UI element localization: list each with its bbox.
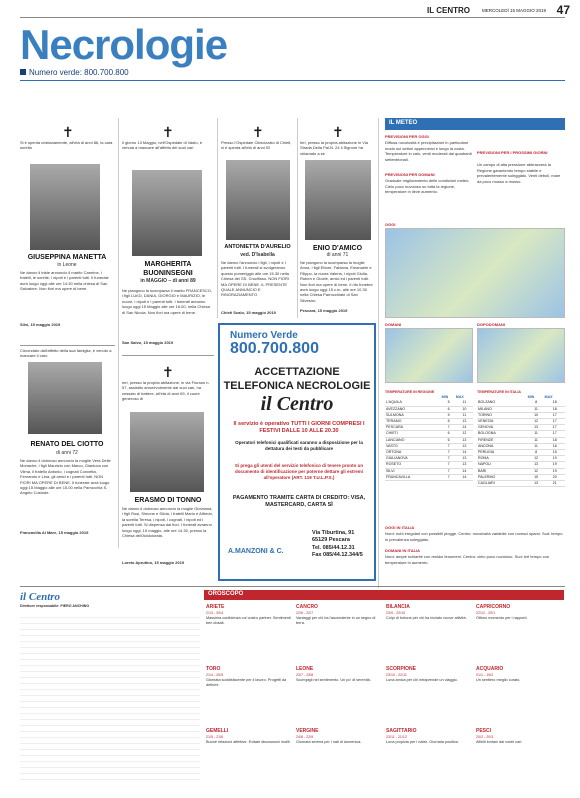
table-cell: 15 bbox=[528, 474, 545, 480]
map-dopodomani-label: DOPODOMANI bbox=[477, 322, 505, 327]
photo-antonietta-daurelio bbox=[226, 160, 290, 240]
map-domani-label: DOMANI bbox=[385, 322, 402, 327]
table-cell: ORTONA bbox=[385, 450, 442, 456]
table-cell: 6 bbox=[442, 419, 456, 425]
sign-text: Luna propizia per i nativi. Giornata positiva. bbox=[386, 739, 459, 744]
table-cell: 17 bbox=[545, 431, 566, 437]
col-max: MAX bbox=[455, 395, 464, 400]
cross-icon: ✝ bbox=[62, 124, 74, 140]
page-number: 47 bbox=[556, 3, 570, 17]
ad-service-hours: Il servizio è operativo TUTTI I GIORNI COMPRESI I FESTIVI DALLE 10 ALLE 20.30 bbox=[233, 421, 365, 435]
sign-name: VERGINE bbox=[296, 728, 319, 734]
oggi-italia-label: OGGI IN ITALIA bbox=[385, 525, 415, 530]
sign-text: Un sentiero meglio curato. bbox=[476, 677, 521, 682]
horoscope-sign bbox=[476, 666, 562, 683]
sign-date: 23/10 - 22/11 bbox=[386, 672, 407, 677]
table-cell: 6 bbox=[442, 437, 456, 443]
photo-giuseppina-manetta bbox=[30, 164, 100, 250]
ad-address bbox=[312, 530, 363, 560]
table-cell: 18 bbox=[545, 437, 566, 443]
sign-text: Buone relazioni affettive. Evitate discussioni inutili. bbox=[206, 739, 291, 744]
table-cell: 19 bbox=[545, 468, 566, 474]
sign-name: CAPRICORNO bbox=[476, 604, 511, 610]
table-cell: 13 bbox=[456, 456, 473, 462]
cross-icon: ✝ bbox=[252, 124, 264, 140]
horoscope-sign bbox=[386, 604, 472, 621]
table-cell: 18 bbox=[545, 400, 566, 406]
notice-sub: in MAGGIO – di anni 89 bbox=[140, 278, 196, 284]
temperature-italia-table bbox=[477, 390, 565, 487]
table-cell: SULMONA bbox=[385, 412, 442, 418]
sign-date: 20/2 - 20/3 bbox=[476, 734, 494, 739]
table-cell: 13 bbox=[456, 419, 473, 425]
table-cell: 14 bbox=[456, 450, 473, 456]
notice-body: Ne piangono la scomparsa la moglie Anna, i figli Ettore, Fabiana, Emanuele e Filippo, la nuora Valeria, i nipoti Giulia, Ruben e Gioele, amici ed i parenti tutti. Non fiori ma opere di bene. Il rito funebre avrà luogo oggi 15 c.m. alle ore 10.30 nella Chiesa Parrocchiale di San Silvestro. bbox=[300, 260, 373, 303]
table-cell: 20 bbox=[545, 474, 566, 480]
map-oggi-label: OGGI bbox=[385, 222, 396, 227]
cross-icon: ✝ bbox=[162, 124, 174, 140]
horoscope-sign bbox=[206, 728, 292, 745]
ad-address-line: Fax 085/44.12.344/5 bbox=[312, 552, 363, 559]
col-max: MAX bbox=[544, 395, 553, 400]
table-cell: AVEZZANO bbox=[385, 406, 442, 412]
notice-sub: ved. D'Isabella bbox=[240, 252, 275, 258]
table-cell: 11 bbox=[528, 443, 545, 449]
table-cell: 13 bbox=[456, 437, 473, 443]
table-cell: BOLOGNA bbox=[477, 431, 528, 437]
table-cell: 16 bbox=[545, 443, 566, 449]
notice-intro: Presso l'Ospedale Clinicizzato di Chieti, si è spenta all'età di anni 92 bbox=[221, 140, 292, 151]
notice-intro: Il giorno 13 Maggio, nell'Ospedale di Vasto, è venuta a mancare all'affetto dei suoi cari bbox=[122, 140, 203, 151]
sign-date: 22/6 - 22/7 bbox=[296, 610, 314, 615]
table-cell: 13 bbox=[456, 462, 473, 468]
col-min: MIN bbox=[441, 395, 449, 400]
meteo-prossimi-label: PREVISIONI PER I PROSSIMI GIORNI bbox=[477, 150, 548, 155]
table-cell: 7 bbox=[442, 450, 456, 456]
notice-intro: Ieri, presso la propria abitazione in Via Strada Della Pal.N. 24 il Signore ha chiamato a sé bbox=[300, 140, 368, 156]
table-cell: 14 bbox=[456, 468, 473, 474]
notice-footer: San Salvo, 15 maggio 2019 bbox=[122, 340, 174, 345]
table-cell: CHIETI bbox=[385, 431, 442, 437]
sign-text: Massima confidenza col vostro partner. Sentimenti ben dosati. bbox=[206, 615, 291, 625]
notice-intro: Si è spenta cristianamente, all'età di anni 86, la cara sorella bbox=[20, 140, 113, 151]
masthead-direttore: Direttore responsabile: PIERO ANCHINO bbox=[20, 604, 90, 608]
notice-name: ERASMO DI TONNO bbox=[134, 497, 202, 504]
table-cell: 13 bbox=[528, 425, 545, 431]
table-cell: FIRENZE bbox=[477, 437, 528, 443]
table-row bbox=[385, 474, 473, 480]
table-cell: 8 bbox=[528, 400, 545, 406]
ad-address-line: Tel. 085/44.12.31 bbox=[312, 544, 355, 551]
photo-margherita-buoninsegni bbox=[132, 170, 202, 256]
table-cell: 8 bbox=[528, 450, 545, 456]
table-cell: BOLZANO bbox=[477, 400, 528, 406]
sign-name: BILANCIA bbox=[386, 604, 410, 610]
notice-body: Ne danno il triste annuncio il marito Carmine, i fratelli, le sorelle, i nipoti e i parenti tutti. Il funerale avrà luogo oggi alle ore 14:30 nella chiesa di San Salvatore. Non fiori ma opere di bene. bbox=[20, 270, 109, 292]
sign-date: 24/8 - 22/9 bbox=[296, 734, 314, 739]
horoscope-sign bbox=[296, 728, 382, 745]
publication-name: IL CENTRO bbox=[427, 6, 470, 15]
domani-italia-label: DOMANI IN ITALIA bbox=[385, 548, 421, 553]
sign-date: 23/9 - 22/10 bbox=[386, 610, 406, 615]
ad-line1: Numero Verde bbox=[230, 330, 298, 341]
table-cell: TERAMO bbox=[385, 419, 442, 425]
meteo-oggi-text: Diffusa nuvolosità e precipitazioni in particolare modo sui settori appenninici e lungo la costa. Temperature in calo, venti moderati dai quadranti settentrionali. bbox=[385, 140, 472, 162]
table-cell: 13 bbox=[456, 443, 473, 449]
sign-text: Colpi di fortuna per chi ha iniziato nuove attività. bbox=[386, 615, 467, 620]
table-cell: FRANCAVILLA bbox=[385, 474, 442, 480]
domani-italia-text: Nord: ampie schiarite con residui fenomeni. Centro: cielo poco nuvoloso. Sud: bel tempo con temperature in aumento. bbox=[385, 554, 550, 565]
sign-name: ACQUARIO bbox=[476, 666, 504, 672]
table-cell: 11 bbox=[456, 400, 473, 406]
sign-name: SCORPIONE bbox=[386, 666, 417, 672]
table-cell: 7 bbox=[442, 456, 456, 462]
ad-phone-number: 800.700.800 bbox=[230, 340, 319, 357]
weather-map-today bbox=[385, 228, 565, 318]
table-cell: 7 bbox=[442, 462, 456, 468]
sign-date: 21/4 - 20/5 bbox=[206, 672, 224, 677]
horoscope-sign bbox=[476, 728, 562, 745]
table-cell: PALERMO bbox=[477, 474, 528, 480]
sign-text: Giornata serena per i nati di domenica. bbox=[296, 739, 362, 744]
table-cell: MILANO bbox=[477, 406, 528, 412]
horoscope-sign bbox=[206, 604, 292, 626]
notice-name: ENIO D'AMICO bbox=[312, 245, 363, 252]
issue-date: MERCOLEDÌ 15 MAGGIO 2019 bbox=[481, 8, 546, 13]
table-cell: 10 bbox=[528, 412, 545, 418]
table-cell: 7 bbox=[442, 443, 456, 449]
table-cell: VENEZIA bbox=[477, 419, 528, 425]
table-cell: CAGLIARI bbox=[477, 481, 528, 487]
notice-name: RENATO DEL CIOTTO bbox=[30, 441, 104, 448]
sign-text: Luna amica per chi intraprende un viaggio. bbox=[386, 677, 458, 682]
table-cell: 11 bbox=[528, 406, 545, 412]
table-cell: 6 bbox=[442, 431, 456, 437]
notice-sub: di anni 72 bbox=[56, 450, 78, 456]
table-cell: 11 bbox=[456, 412, 473, 418]
table-cell: 5 bbox=[442, 400, 456, 406]
table-cell: 11 bbox=[528, 437, 545, 443]
sign-text: Ottimo momento per i rapporti. bbox=[476, 615, 528, 620]
temperature-regione-table bbox=[385, 390, 473, 481]
notice-body: Ne piangono la scomparsa il marito FRANCESCO, i figli LUIGI, DANIA, GIORGIO e MAURIZIO, le nuore, i nipoti e i parenti tutti. I funerali avranno luogo oggi 15 Maggio alle ore 16.00, nella Chiesa di San Nicola. Non fiori ma opere di bene. bbox=[122, 288, 213, 315]
masthead-logo: il Centro bbox=[20, 591, 61, 603]
numero-verde bbox=[20, 68, 129, 78]
notice-body: Ne danno il doloroso annuncio la moglie Giovanna, i figli Rosi, Simone e Silvia, i fratelli Mario e Alfredo, la sorella Teresa, i nipoti, i cognati, i nipoti ed i parenti tutti. Si dispensa dai fiori. I funerali avranno luogo oggi, 15 maggio, alle ore 14.30, presso la Chiesa dell'Addolorata. bbox=[122, 506, 213, 538]
table-cell: TORINO bbox=[477, 412, 528, 418]
table-cell: BARI bbox=[477, 468, 528, 474]
ad-operators: Operatori telefonici qualificati saranno a disposizione per la dettatura dei testi da pubblicare bbox=[235, 440, 363, 451]
sign-text: Giornata soddisfacente per il lavoro. Progetti da definire. bbox=[206, 677, 287, 687]
table-cell: 13 bbox=[528, 481, 545, 487]
ad-logo-text: il Centro bbox=[260, 393, 334, 415]
table-cell: 7 bbox=[442, 425, 456, 431]
table-cell: L'AQUILA bbox=[385, 400, 442, 406]
table-cell: 19 bbox=[545, 456, 566, 462]
table-cell: 21 bbox=[545, 481, 566, 487]
table-cell: 12 bbox=[456, 431, 473, 437]
ad-address-line: Via Tiburtina, 91 bbox=[312, 530, 355, 536]
weather-map-tomorrow bbox=[385, 328, 473, 383]
table-cell: 14 bbox=[456, 425, 473, 431]
meteo-domani-text: Graduale miglioramento delle condizioni meteo. Cielo poco nuvoloso su tutta la regione, temperature in lieve aumento. bbox=[385, 178, 470, 195]
table-cell: 17 bbox=[545, 412, 566, 418]
horoscope-sign bbox=[386, 666, 472, 683]
table-cell: 19 bbox=[545, 462, 566, 468]
table-cell: 17 bbox=[545, 419, 566, 425]
photo-erasmo-di-tonno bbox=[130, 412, 204, 492]
notice-name: ANTONIETTA D'AURELIO bbox=[224, 244, 291, 250]
table-cell: 12 bbox=[528, 456, 545, 462]
sign-date: 23/7 - 23/8 bbox=[296, 672, 314, 677]
sign-name: SAGITTARIO bbox=[386, 728, 417, 734]
table-cell: ROMA bbox=[477, 456, 528, 462]
table-cell: VASTO bbox=[385, 443, 442, 449]
notice-body: Ne danno il doloroso annuncio la moglie Vera Delle Monache, i figli Maurizio con Marco, Gianluca con Vilma, il fratello Antonio, i cognati Concetta, Fernando e Lina, gli amici e i parenti tutti. NON FIORI MA OPERE DI BENE. Il funerale avrà luogo oggi 15 Maggio alle ore 15.00 nella Parrocchia S. Angelo Custode. bbox=[20, 458, 111, 496]
horoscope-sign bbox=[206, 666, 292, 688]
meteo-domani-label: PREVISIONI PER DOMANI bbox=[385, 172, 435, 177]
horoscope-sign bbox=[296, 604, 382, 626]
horoscope-sign bbox=[476, 604, 562, 621]
sign-date: 21/5 - 21/6 bbox=[206, 734, 224, 739]
oroscopo-header: OROSCOPO bbox=[204, 590, 564, 600]
table-cell: 5 bbox=[442, 412, 456, 418]
notice-body: Ne danno l'annuncio i figli, i nipoti e i parenti tutti. I funerali si svolgeranno questo pomeriggio alle ore 15.30 nella Chiesa dei SS. Crocifisso. NON FIORI MA OPERE DI BENE. IL PRESENTE QUALE ANNUNCIO E RINGRAZIAMENTO bbox=[221, 260, 290, 298]
notice-name: GIUSEPPINA MANETTA bbox=[27, 254, 107, 261]
table-cell: PERUGIA bbox=[477, 450, 528, 456]
horoscope-sign bbox=[296, 666, 382, 683]
sign-name: GEMELLI bbox=[206, 728, 229, 734]
sign-name: ARIETE bbox=[206, 604, 225, 610]
sign-text: Affetti lontani dai vostri cari. bbox=[476, 739, 523, 744]
table-row bbox=[477, 481, 565, 487]
sign-text: Vantaggi per chi ha l'ascendente in un segno di terra. bbox=[296, 615, 376, 625]
notice-sub: di anni 71 bbox=[326, 252, 349, 258]
table-cell: 12 bbox=[528, 468, 545, 474]
sign-name: TORO bbox=[206, 666, 221, 672]
table-cell: LANCIANO bbox=[385, 437, 442, 443]
cross-icon: ✝ bbox=[162, 364, 174, 380]
table-cell: 13 bbox=[528, 462, 545, 468]
sign-date: 21/3 - 20/4 bbox=[206, 610, 224, 615]
ad-document-note: Si prega gli utenti del servizio telefonico di tenere pronto un documento di identificazione per poterne dettare gli estremi all'operatore (ART. 119 T.U.L.P.S.) bbox=[234, 463, 364, 480]
notice-name: MARGHERITA BUONINSEGNI bbox=[143, 261, 193, 278]
sign-name: LEONE bbox=[296, 666, 314, 672]
table-cell: 7 bbox=[442, 474, 456, 480]
table-title: TEMPERATURE IN ITALIA bbox=[477, 390, 521, 394]
table-cell: 7 bbox=[442, 468, 456, 474]
sign-name: CANCRO bbox=[296, 604, 318, 610]
imprint-block bbox=[20, 612, 200, 782]
table-cell: ROSETO bbox=[385, 462, 442, 468]
sign-date: 22/12 - 20/1 bbox=[476, 610, 496, 615]
table-cell: 12 bbox=[528, 419, 545, 425]
notice-footer: Pescara, 15 maggio 2019 bbox=[300, 308, 348, 313]
meteo-oggi-label: PREVISIONI PER OGGI bbox=[385, 134, 429, 139]
manzoni-logo: A.MANZONI & C. bbox=[228, 548, 284, 555]
table-cell: ANCONA bbox=[477, 443, 528, 449]
notice-footer: Francavilla Al Mare, 15 maggio 2019 bbox=[20, 530, 89, 535]
table-cell: 6 bbox=[442, 406, 456, 412]
notice-footer: Loreto Aprutino, 15 maggio 2019 bbox=[122, 560, 185, 565]
table-cell: 10 bbox=[456, 406, 473, 412]
sign-date: 21/1 - 19/2 bbox=[476, 672, 494, 677]
ad-heading: ACCETTAZIONE TELEFONICA NECROLOGIE bbox=[223, 366, 371, 393]
photo-renato-del-ciotto bbox=[28, 362, 102, 434]
page-title: Necrologie bbox=[20, 21, 228, 68]
table-cell: 11 bbox=[528, 431, 545, 437]
oggi-italia-text: Nord: nubi irregolari con possibili piogge. Centro: nuvolosità variabile con rovesci sparsi. Sud: tempo in prevalenza soleggiato. bbox=[385, 531, 563, 542]
col-min: MIN bbox=[527, 395, 535, 400]
meteo-prossimi-text: Un campo di alta pressione abbraccerà la Regione garantendo tempo stabile e prevalentemente soleggiato. Venti deboli, mare da poco mosso a mosso. bbox=[477, 162, 561, 184]
table-cell: SILVI bbox=[385, 468, 442, 474]
ad-payment: PAGAMENTO TRAMITE CARTA DI CREDITO: VISA, MASTERCARD, CARTA SÌ bbox=[232, 495, 366, 509]
sign-name: PESCI bbox=[476, 728, 492, 734]
table-cell: GIULIANOVA bbox=[385, 456, 442, 462]
title-rule bbox=[20, 80, 565, 81]
weather-map-after-tomorrow bbox=[477, 328, 565, 383]
notice-footer: Silvi, 15 maggio 2019 bbox=[20, 322, 61, 327]
table-cell: 14 bbox=[456, 474, 473, 480]
table-cell: PESCARA bbox=[385, 425, 442, 431]
table-title: TEMPERATURE IN REGIONE bbox=[385, 390, 435, 394]
sign-date: 23/11 - 21/12 bbox=[386, 734, 407, 739]
notice-intro: Circondato dall'affetto della sua famiglia, è venuto a mancare il caro bbox=[20, 348, 112, 359]
horoscope-sign bbox=[386, 728, 472, 745]
numero-verde-text: Numero verde: 800.700.800 bbox=[29, 68, 129, 77]
necrologie-phone-ad bbox=[218, 323, 376, 581]
table-cell: 17 bbox=[545, 425, 566, 431]
table-cell: 18 bbox=[545, 406, 566, 412]
cross-icon: ✝ bbox=[332, 124, 344, 140]
notice-footer: Chieti Scalo, 15 maggio 2019 bbox=[221, 310, 276, 315]
square-icon bbox=[20, 69, 26, 75]
sign-text: Scompigli nel sentimento. Un po' di serenità. bbox=[296, 677, 371, 682]
table-cell: NAPOLI bbox=[477, 462, 528, 468]
table-cell: 15 bbox=[545, 450, 566, 456]
notice-intro: Ieri, presso la propria abitazione, in via Fiorano n. 57, assistito amorevolmente dai suoi cari, ha cessato di battere, all'età di anni 69, il cuore generoso di bbox=[122, 380, 210, 402]
photo-enio-damico bbox=[305, 160, 371, 240]
ad-address-line: 65129 Pescara bbox=[312, 537, 350, 544]
meteo-header: IL METEO bbox=[385, 118, 565, 130]
table-cell: GENOVA bbox=[477, 425, 528, 431]
notice-sub: in Leone bbox=[57, 262, 77, 268]
